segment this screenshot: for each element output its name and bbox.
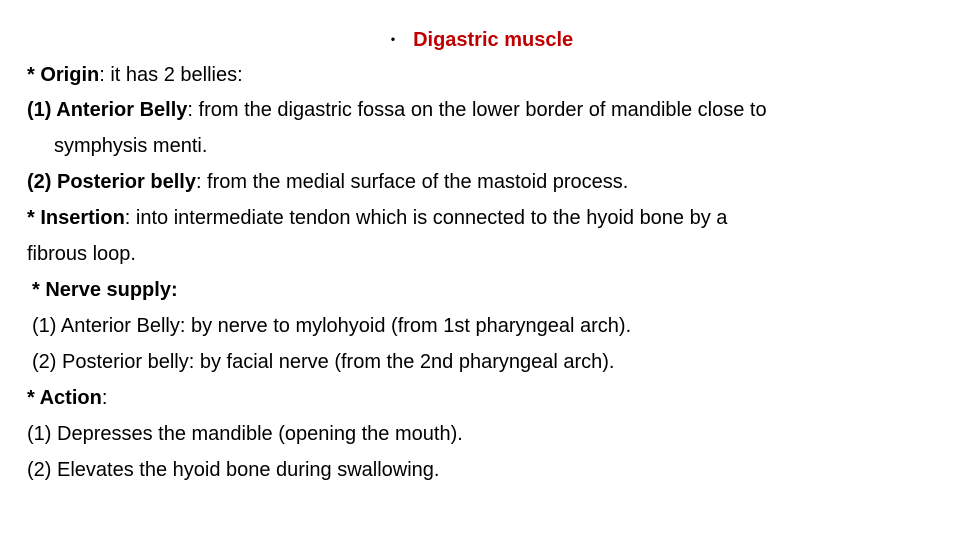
anterior-belly-label: (1) Anterior Belly <box>27 99 188 121</box>
origin-label: * Origin <box>27 64 100 86</box>
bullet-icon: • <box>390 32 396 46</box>
anterior-belly-origin-line <box>27 97 767 123</box>
slide-title <box>0 26 960 52</box>
action-colon: : <box>101 387 108 409</box>
title-text: Digastric muscle <box>413 29 574 51</box>
action-one-line <box>27 421 463 447</box>
origin-line <box>27 62 243 88</box>
action-two-line <box>27 457 439 483</box>
posterior-belly-label: (2) Posterior belly <box>27 171 196 193</box>
anterior-belly-text: : from the digastric fossa on the lower border of mandible close to <box>187 99 767 121</box>
nerve-anterior-line <box>32 313 631 339</box>
origin-text: : it has 2 bellies: <box>99 64 243 86</box>
insertion-text: : into intermediate tendon which is connected to the hyoid bone by a <box>124 207 728 229</box>
insertion-continuation-text: fibrous loop. <box>27 243 136 265</box>
posterior-belly-origin-line <box>27 169 628 195</box>
nerve-supply-label: * Nerve supply: <box>32 279 178 301</box>
action-one-text: (1) Depresses the mandible (opening the mouth). <box>27 423 463 445</box>
anterior-belly-continuation <box>54 133 207 159</box>
action-heading <box>27 385 107 411</box>
insertion-label: * Insertion <box>27 207 125 229</box>
title-group <box>391 26 573 53</box>
action-two-text: (2) Elevates the hyoid bone during swallowing. <box>27 459 440 481</box>
nerve-anterior-text: (1) Anterior Belly: by nerve to mylohyoid (from 1st pharyngeal arch). <box>32 315 632 337</box>
nerve-supply-heading <box>32 277 178 303</box>
insertion-line <box>27 205 727 231</box>
anterior-belly-continuation-text: symphysis menti. <box>54 135 208 157</box>
action-label: * Action <box>27 387 102 409</box>
posterior-belly-text: : from the medial surface of the mastoid process. <box>195 171 629 193</box>
nerve-posterior-line <box>32 349 615 375</box>
insertion-continuation <box>27 241 136 267</box>
nerve-posterior-text: (2) Posterior belly: by facial nerve (from the 2nd pharyngeal arch). <box>32 351 615 373</box>
